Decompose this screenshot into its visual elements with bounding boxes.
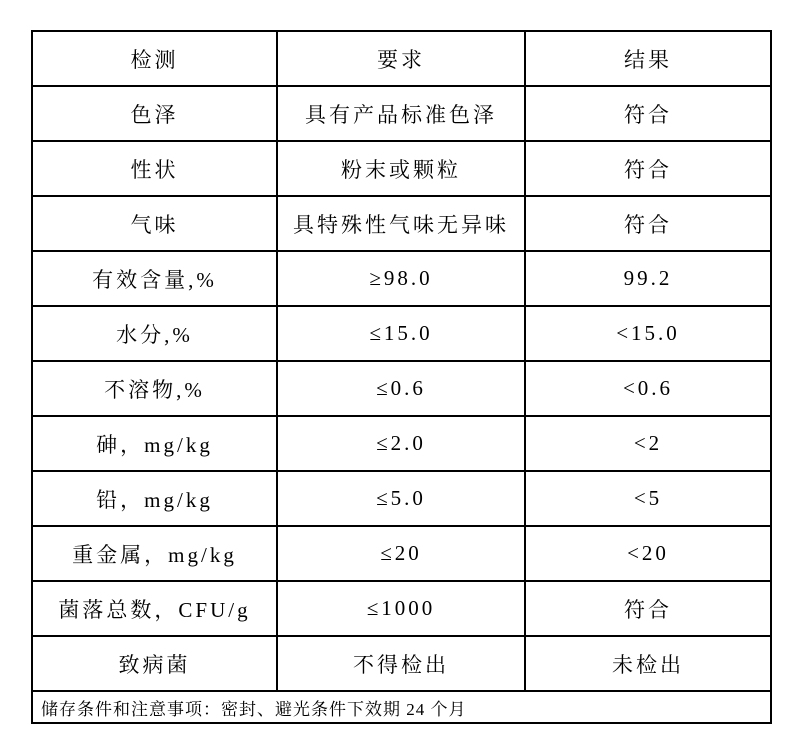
cell-test: 色泽: [32, 86, 277, 141]
cell-result: <15.0: [525, 306, 771, 361]
cell-requirement: ≤2.0: [277, 416, 525, 471]
cell-test: 性状: [32, 141, 277, 196]
cell-requirement: ≤1000: [277, 581, 525, 636]
cell-result: 99.2: [525, 251, 771, 306]
table-header-row: [32, 31, 771, 86]
column-header-result: 结果: [525, 31, 771, 86]
cell-result: <2: [525, 416, 771, 471]
cell-result: 符合: [525, 141, 771, 196]
table-row: [32, 416, 771, 471]
table-row: [32, 581, 771, 636]
table-row: [32, 471, 771, 526]
table-row: [32, 636, 771, 691]
table-row: [32, 306, 771, 361]
table-row: [32, 141, 771, 196]
table-row: [32, 251, 771, 306]
column-header-requirement: 要求: [277, 31, 525, 86]
table-row: [32, 196, 771, 251]
cell-test: 水分,%: [32, 306, 277, 361]
cell-result: <5: [525, 471, 771, 526]
table-footer-row: [32, 691, 771, 723]
cell-result: 未检出: [525, 636, 771, 691]
cell-test: 有效含量,%: [32, 251, 277, 306]
column-header-test: 检测: [32, 31, 277, 86]
cell-requirement: ≤20: [277, 526, 525, 581]
cell-test: 砷，mg/kg: [32, 416, 277, 471]
cell-requirement: ≥98.0: [277, 251, 525, 306]
table-row: [32, 526, 771, 581]
table-row: [32, 86, 771, 141]
cell-result: 符合: [525, 581, 771, 636]
cell-requirement: 不得检出: [277, 636, 525, 691]
storage-note: 储存条件和注意事项：密封、避光条件下效期 24 个月: [32, 691, 771, 723]
cell-result: 符合: [525, 196, 771, 251]
cell-test: 不溶物,%: [32, 361, 277, 416]
cell-result: 符合: [525, 86, 771, 141]
cell-test: 菌落总数，CFU/g: [32, 581, 277, 636]
inspection-table: [31, 30, 772, 724]
cell-requirement: 具有产品标准色泽: [277, 86, 525, 141]
cell-test: 重金属，mg/kg: [32, 526, 277, 581]
cell-test: 致病菌: [32, 636, 277, 691]
table-row: [32, 361, 771, 416]
cell-requirement: 粉末或颗粒: [277, 141, 525, 196]
cell-requirement: ≤5.0: [277, 471, 525, 526]
cell-requirement: 具特殊性气味无异味: [277, 196, 525, 251]
cell-result: <20: [525, 526, 771, 581]
cell-test: 铅，mg/kg: [32, 471, 277, 526]
cell-requirement: ≤15.0: [277, 306, 525, 361]
cell-result: <0.6: [525, 361, 771, 416]
cell-test: 气味: [32, 196, 277, 251]
cell-requirement: ≤0.6: [277, 361, 525, 416]
